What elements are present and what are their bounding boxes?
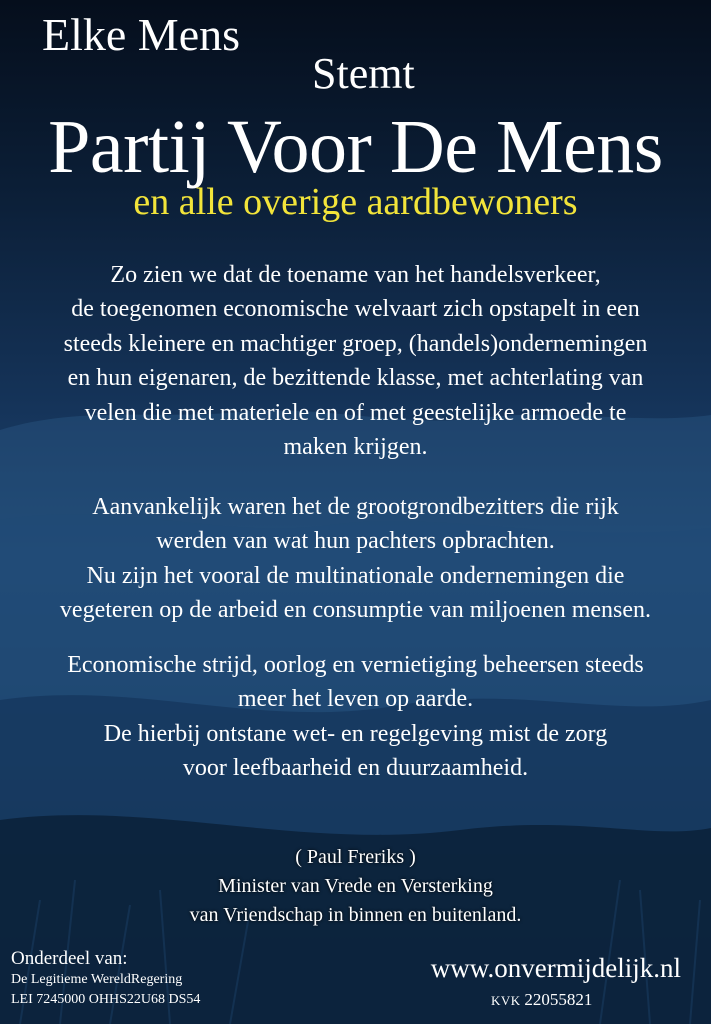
website-link[interactable]: www.onvermijdelijk.nl	[430, 953, 681, 983]
footer-org-name: De Legitieme WereldRegering	[11, 972, 183, 987]
paragraph-1-line: steeds kleinere en machtiger groep, (handels)ondernemingen	[63, 330, 648, 357]
paragraph-2-line: werden van wat hun pachters opbrachten.	[156, 528, 555, 555]
paragraph-1-line: de toegenomen economische welvaart zich opstapelt in een	[71, 296, 640, 323]
signature-role-line-1: Minister van Vrede en Versterking	[218, 875, 493, 897]
paragraph-1-line: velen die met materiele en of met geestelijke armoede te	[84, 399, 627, 426]
kvk-value: 22055821	[524, 990, 593, 1009]
signature-name: ( Paul Freriks )	[295, 846, 416, 868]
paragraph-3-line: voor leefbaarheid en duurzaamheid.	[182, 755, 529, 782]
kvk-number	[491, 990, 592, 1010]
paragraph-2-line: Nu zijn het vooral de multinationale ondernemingen die	[86, 562, 625, 589]
header-line-elke-mens: Elke Mens	[42, 9, 241, 60]
paragraph-1-line: en hun eigenaren, de bezittende klasse, met achterlating van	[67, 365, 644, 392]
paragraph-3-line: meer het leven op aarde.	[237, 686, 474, 713]
paragraph-2	[0, 490, 711, 628]
paragraph-3-line: De hierbij ontstane wet- en regelgeving mist de zorg	[103, 720, 608, 747]
paragraph-1-line: Zo zien we dat de toename van het handelsverkeer,	[110, 262, 601, 288]
signature-role-line-2: van Vriendschap in binnen en buitenland.	[189, 904, 522, 926]
footer-part-of: Onderdeel van:	[11, 948, 128, 969]
paragraph-3	[0, 648, 711, 786]
footer-organization	[11, 948, 200, 1010]
paragraph-2-line: Aanvankelijk waren het de grootgrondbezitters die rijk	[92, 494, 619, 520]
party-title: Partij Voor De Mens	[48, 105, 663, 189]
paragraph-3-line: Economische strijd, oorlog en vernietiging beheersen steeds	[67, 652, 644, 678]
party-subtitle: en alle overige aardbewoners	[133, 181, 578, 223]
header-line-stemt: Stemt	[312, 49, 415, 98]
footer-lei: LEI 7245000 OHHS22U68 DS54	[11, 992, 201, 1007]
paragraph-1	[0, 258, 711, 464]
paragraph-1-line: maken krijgen.	[283, 434, 428, 461]
signature-block	[0, 843, 711, 930]
paragraph-2-line: vegeteren op de arbeid en consumptie van miljoenen mensen.	[59, 597, 652, 624]
kvk-label: KVK	[491, 993, 521, 1008]
